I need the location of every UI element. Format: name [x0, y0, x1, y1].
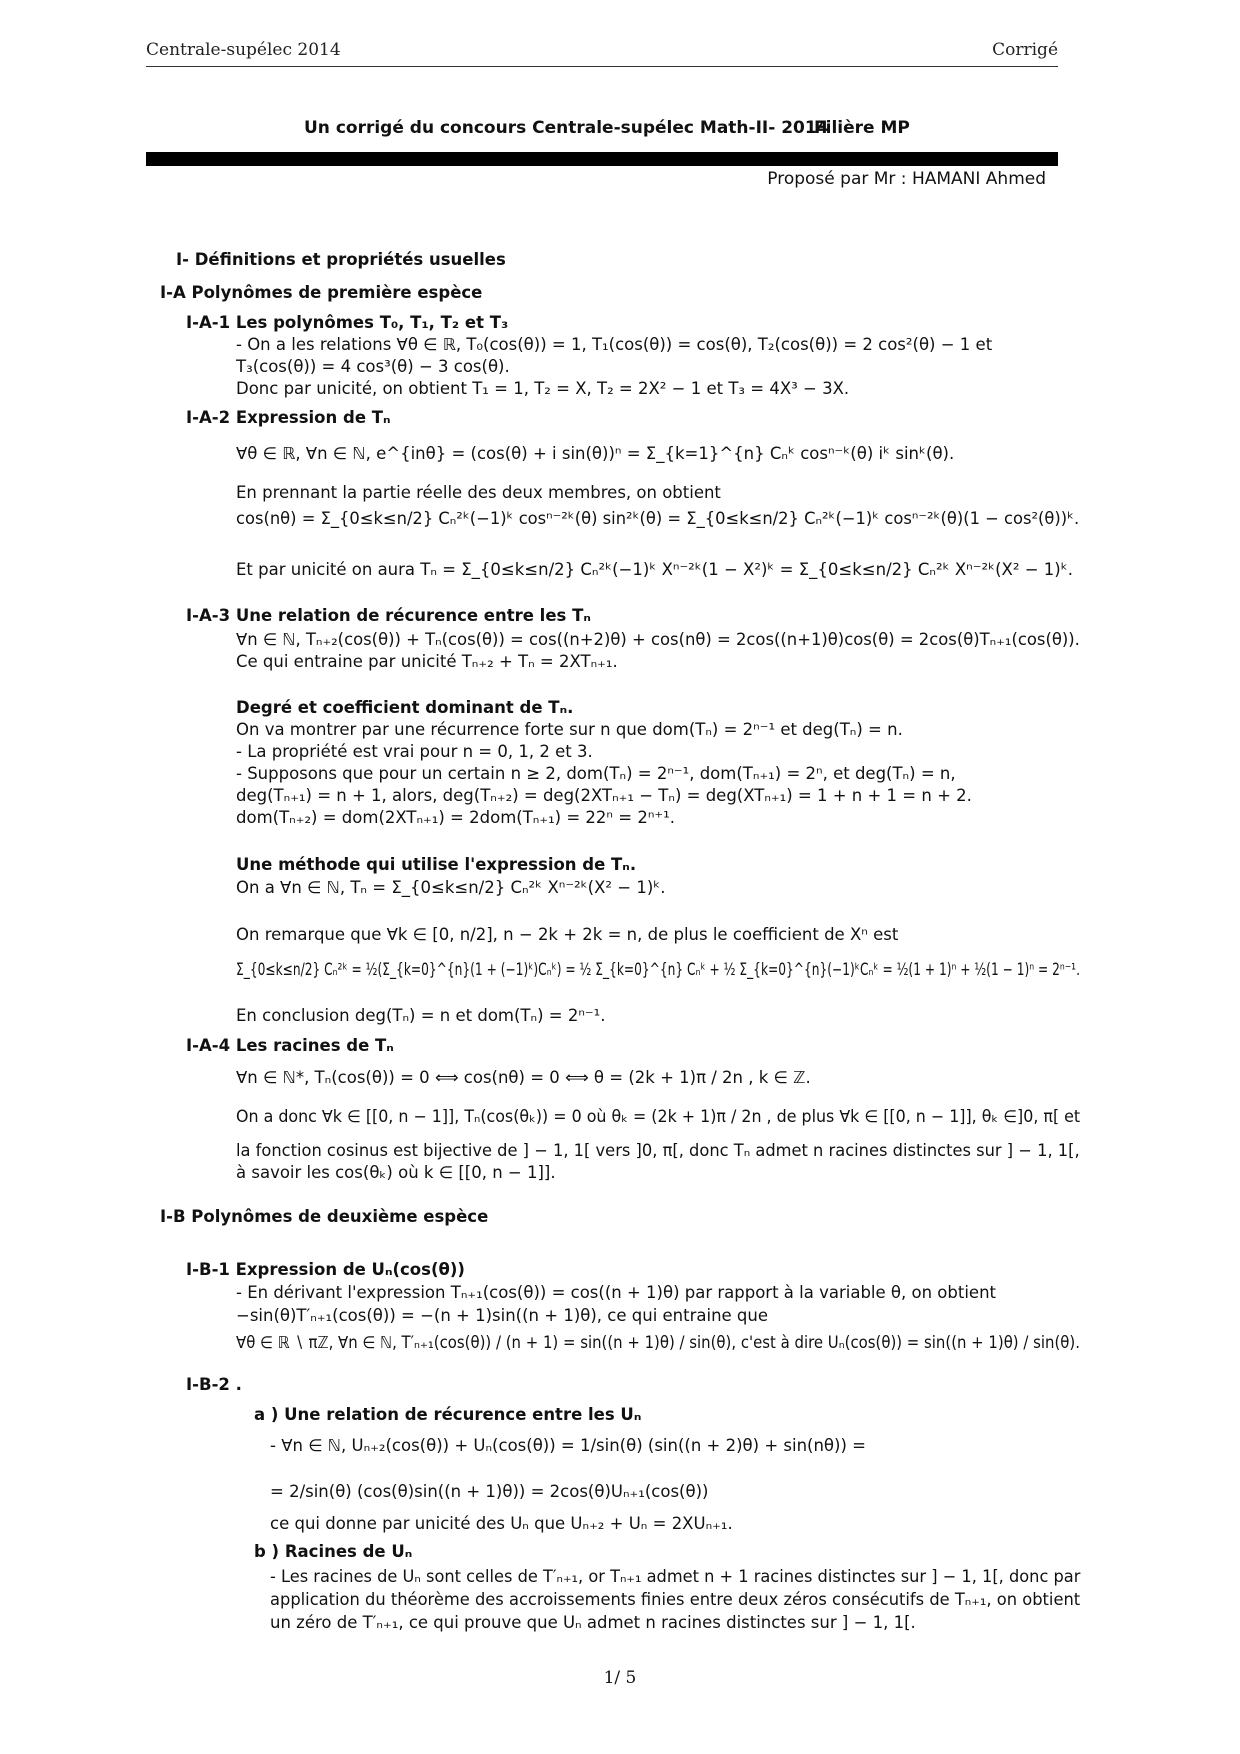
text-line: En prennant la partie réelle des deux membres, on obtient [236, 483, 721, 502]
text-line: la fonction cosinus est bijective de ] − 1, 1[ vers ]0, π[, donc Tₙ admet n racines distinctes sur ] − 1, 1[, [236, 1141, 1080, 1160]
text-line: dom(Tₙ₊₂) = dom(2XTₙ₊₁) = 2dom(Tₙ₊₁) = 22ⁿ = 2ⁿ⁺¹. [236, 808, 675, 827]
equation-line: Σ_{0≤k≤n/2} Cₙ²ᵏ = ½(Σ_{k=0}^{n}(1 + (−1)ᵏ)Cₙᵏ) = ½ Σ_{k=0}^{n} Cₙᵏ + ½ Σ_{k=0}^{n}(−1)ᵏCₙᵏ = ½(1 + 1)ⁿ + ½(1 − 1)ⁿ = 2ⁿ⁻¹. [236, 960, 1080, 979]
text-line: - Les racines de Uₙ sont celles de T′ₙ₊₁, or Tₙ₊₁ admet n + 1 racines distinctes sur ] − 1, 1[, donc par [270, 1567, 1081, 1586]
equation-line: = 2/sin(θ) (cos(θ)sin((n + 1)θ)) = 2cos(θ)Uₙ₊₁(cos(θ)) [270, 1482, 709, 1501]
text-line: Donc par unicité, on obtient T₁ = 1, T₂ = X, T₂ = 2X² − 1 et T₃ = 4X³ − 3X. [236, 379, 850, 398]
text-line: - En dérivant l'expression Tₙ₊₁(cos(θ)) = cos((n + 1)θ) par rapport à la variable θ, on obtient [236, 1283, 996, 1302]
text-line: Ce qui entraine par unicité Tₙ₊₂ + Tₙ = 2XTₙ₊₁. [236, 652, 618, 671]
section-heading: I- Définitions et propriétés usuelles [176, 250, 506, 269]
item-heading: I-A-4 Les racines de Tₙ [186, 1036, 394, 1055]
header-rule [146, 66, 1058, 67]
text-line: On va montrer par une récurrence forte sur n que dom(Tₙ) = 2ⁿ⁻¹ et deg(Tₙ) = n. [236, 720, 903, 739]
equation-line: On a donc ∀k ∈ [[0, n − 1]], Tₙ(cos(θₖ)) = 0 où θₖ = (2k + 1)π / 2n , de plus ∀k ∈ [[0, n − 1]], θₖ ∈]0, π[ et [236, 1107, 1081, 1126]
equation-line: ∀θ ∈ ℝ ∖ πℤ, ∀n ∈ ℕ, T′ₙ₊₁(cos(θ)) / (n + 1) = sin((n + 1)θ) / sin(θ), c'est à dire Uₙ(cos(θ)) = sin((n + 1)θ) / sin(θ). [236, 1333, 1080, 1352]
equation-line: ∀θ ∈ ℝ, ∀n ∈ ℕ, e^{inθ} = (cos(θ) + i sin(θ))ⁿ = Σ_{k=1}^{n} Cₙᵏ cosⁿ⁻ᵏ(θ) iᵏ sinᵏ(θ). [236, 444, 955, 463]
document-title: Un corrigé du concours Centrale-supélec Math-II- 2014 [304, 118, 829, 138]
sub-item-heading: a ) Une relation de récurence entre les Uₙ [254, 1405, 642, 1424]
subsection-heading: I-B Polynômes de deuxième espèce [160, 1207, 489, 1226]
item-heading: I-B-1 Expression de Uₙ(cos(θ)) [186, 1260, 465, 1279]
text-line: On remarque que ∀k ∈ [0, n/2], n − 2k + 2k = n, de plus le coefficient de Xⁿ est [236, 925, 899, 944]
text-line: un zéro de T′ₙ₊₁, ce qui prouve que Uₙ admet n racines distinctes sur ] − 1, 1[. [270, 1613, 916, 1632]
item-heading: I-B-2 . [186, 1375, 242, 1394]
sub-item-heading: b ) Racines de Uₙ [254, 1542, 413, 1561]
title-rule [146, 152, 1058, 166]
text-line: - On a les relations ∀θ ∈ ℝ, T₀(cos(θ)) = 1, T₁(cos(θ)) = cos(θ), T₂(cos(θ)) = 2 cos²(θ) − 1 et [236, 335, 993, 354]
subsection-heading: I-A Polynômes de première espèce [160, 283, 483, 302]
equation-line: - ∀n ∈ ℕ, Uₙ₊₂(cos(θ)) + Uₙ(cos(θ)) = 1/sin(θ) (sin((n + 2)θ) + sin(nθ)) = [270, 1436, 866, 1455]
text-line: En conclusion deg(Tₙ) = n et dom(Tₙ) = 2ⁿ⁻¹. [236, 1006, 606, 1025]
item-heading: I-A-2 Expression de Tₙ [186, 408, 391, 427]
text-line: application du théorème des accroissements finies entre deux zéros consécutifs de Tₙ₊₁, on obtient [270, 1590, 1081, 1609]
paragraph-heading: Une méthode qui utilise l'expression de Tₙ. [236, 855, 637, 874]
document-filiere: Filière MP [814, 118, 910, 138]
equation-line: On a ∀n ∈ ℕ, Tₙ = Σ_{0≤k≤n/2} Cₙ²ᵏ Xⁿ⁻²ᵏ(X² − 1)ᵏ. [236, 878, 666, 897]
text-line: à savoir les cos(θₖ) où k ∈ [[0, n − 1]]. [236, 1163, 556, 1182]
text-line: - Supposons que pour un certain n ≥ 2, dom(Tₙ) = 2ⁿ⁻¹, dom(Tₙ₊₁) = 2ⁿ, et deg(Tₙ) = n, [236, 764, 956, 783]
text-line: ce qui donne par unicité des Uₙ que Uₙ₊₂ + Uₙ = 2XUₙ₊₁. [270, 1514, 733, 1533]
equation-line: ∀n ∈ ℕ*, Tₙ(cos(θ)) = 0 ⟺ cos(nθ) = 0 ⟺ θ = (2k + 1)π / 2n , k ∈ ℤ. [236, 1068, 811, 1087]
page-number: 1/ 5 [603, 1668, 637, 1688]
item-heading: I-A-1 Les polynômes T₀, T₁, T₂ et T₃ [186, 313, 509, 332]
text-line: - La propriété est vrai pour n = 0, 1, 2 et 3. [236, 742, 593, 761]
header-left: Centrale-supélec 2014 [146, 40, 341, 60]
document-author: Proposé par Mr : HAMANI Ahmed [767, 169, 1046, 189]
equation-line: ∀n ∈ ℕ, Tₙ₊₂(cos(θ)) + Tₙ(cos(θ)) = cos((n+2)θ) + cos(nθ) = 2cos((n+1)θ)cos(θ) = 2cos(θ)Tₙ₊₁(cos(θ)). [236, 630, 1080, 649]
text-line: T₃(cos(θ)) = 4 cos³(θ) − 3 cos(θ). [236, 357, 510, 376]
equation-line: cos(nθ) = Σ_{0≤k≤n/2} Cₙ²ᵏ(−1)ᵏ cosⁿ⁻²ᵏ(θ) sin²ᵏ(θ) = Σ_{0≤k≤n/2} Cₙ²ᵏ(−1)ᵏ cosⁿ⁻²ᵏ(θ)(1 − cos²(θ))ᵏ. [236, 509, 1080, 528]
item-heading: I-A-3 Une relation de récurence entre les Tₙ [186, 606, 591, 625]
text-line: deg(Tₙ₊₁) = n + 1, alors, deg(Tₙ₊₂) = deg(2XTₙ₊₁ − Tₙ) = deg(XTₙ₊₁) = 1 + n + 1 = n + 2. [236, 786, 972, 805]
equation-line: Et par unicité on aura Tₙ = Σ_{0≤k≤n/2} Cₙ²ᵏ(−1)ᵏ Xⁿ⁻²ᵏ(1 − X²)ᵏ = Σ_{0≤k≤n/2} Cₙ²ᵏ Xⁿ⁻²ᵏ(X² − 1)ᵏ. [236, 560, 1073, 579]
header-right: Corrigé [992, 40, 1058, 60]
equation-line: −sin(θ)T′ₙ₊₁(cos(θ)) = −(n + 1)sin((n + 1)θ), ce qui entraine que [236, 1306, 769, 1325]
paragraph-heading: Degré et coefficient dominant de Tₙ. [236, 698, 574, 717]
